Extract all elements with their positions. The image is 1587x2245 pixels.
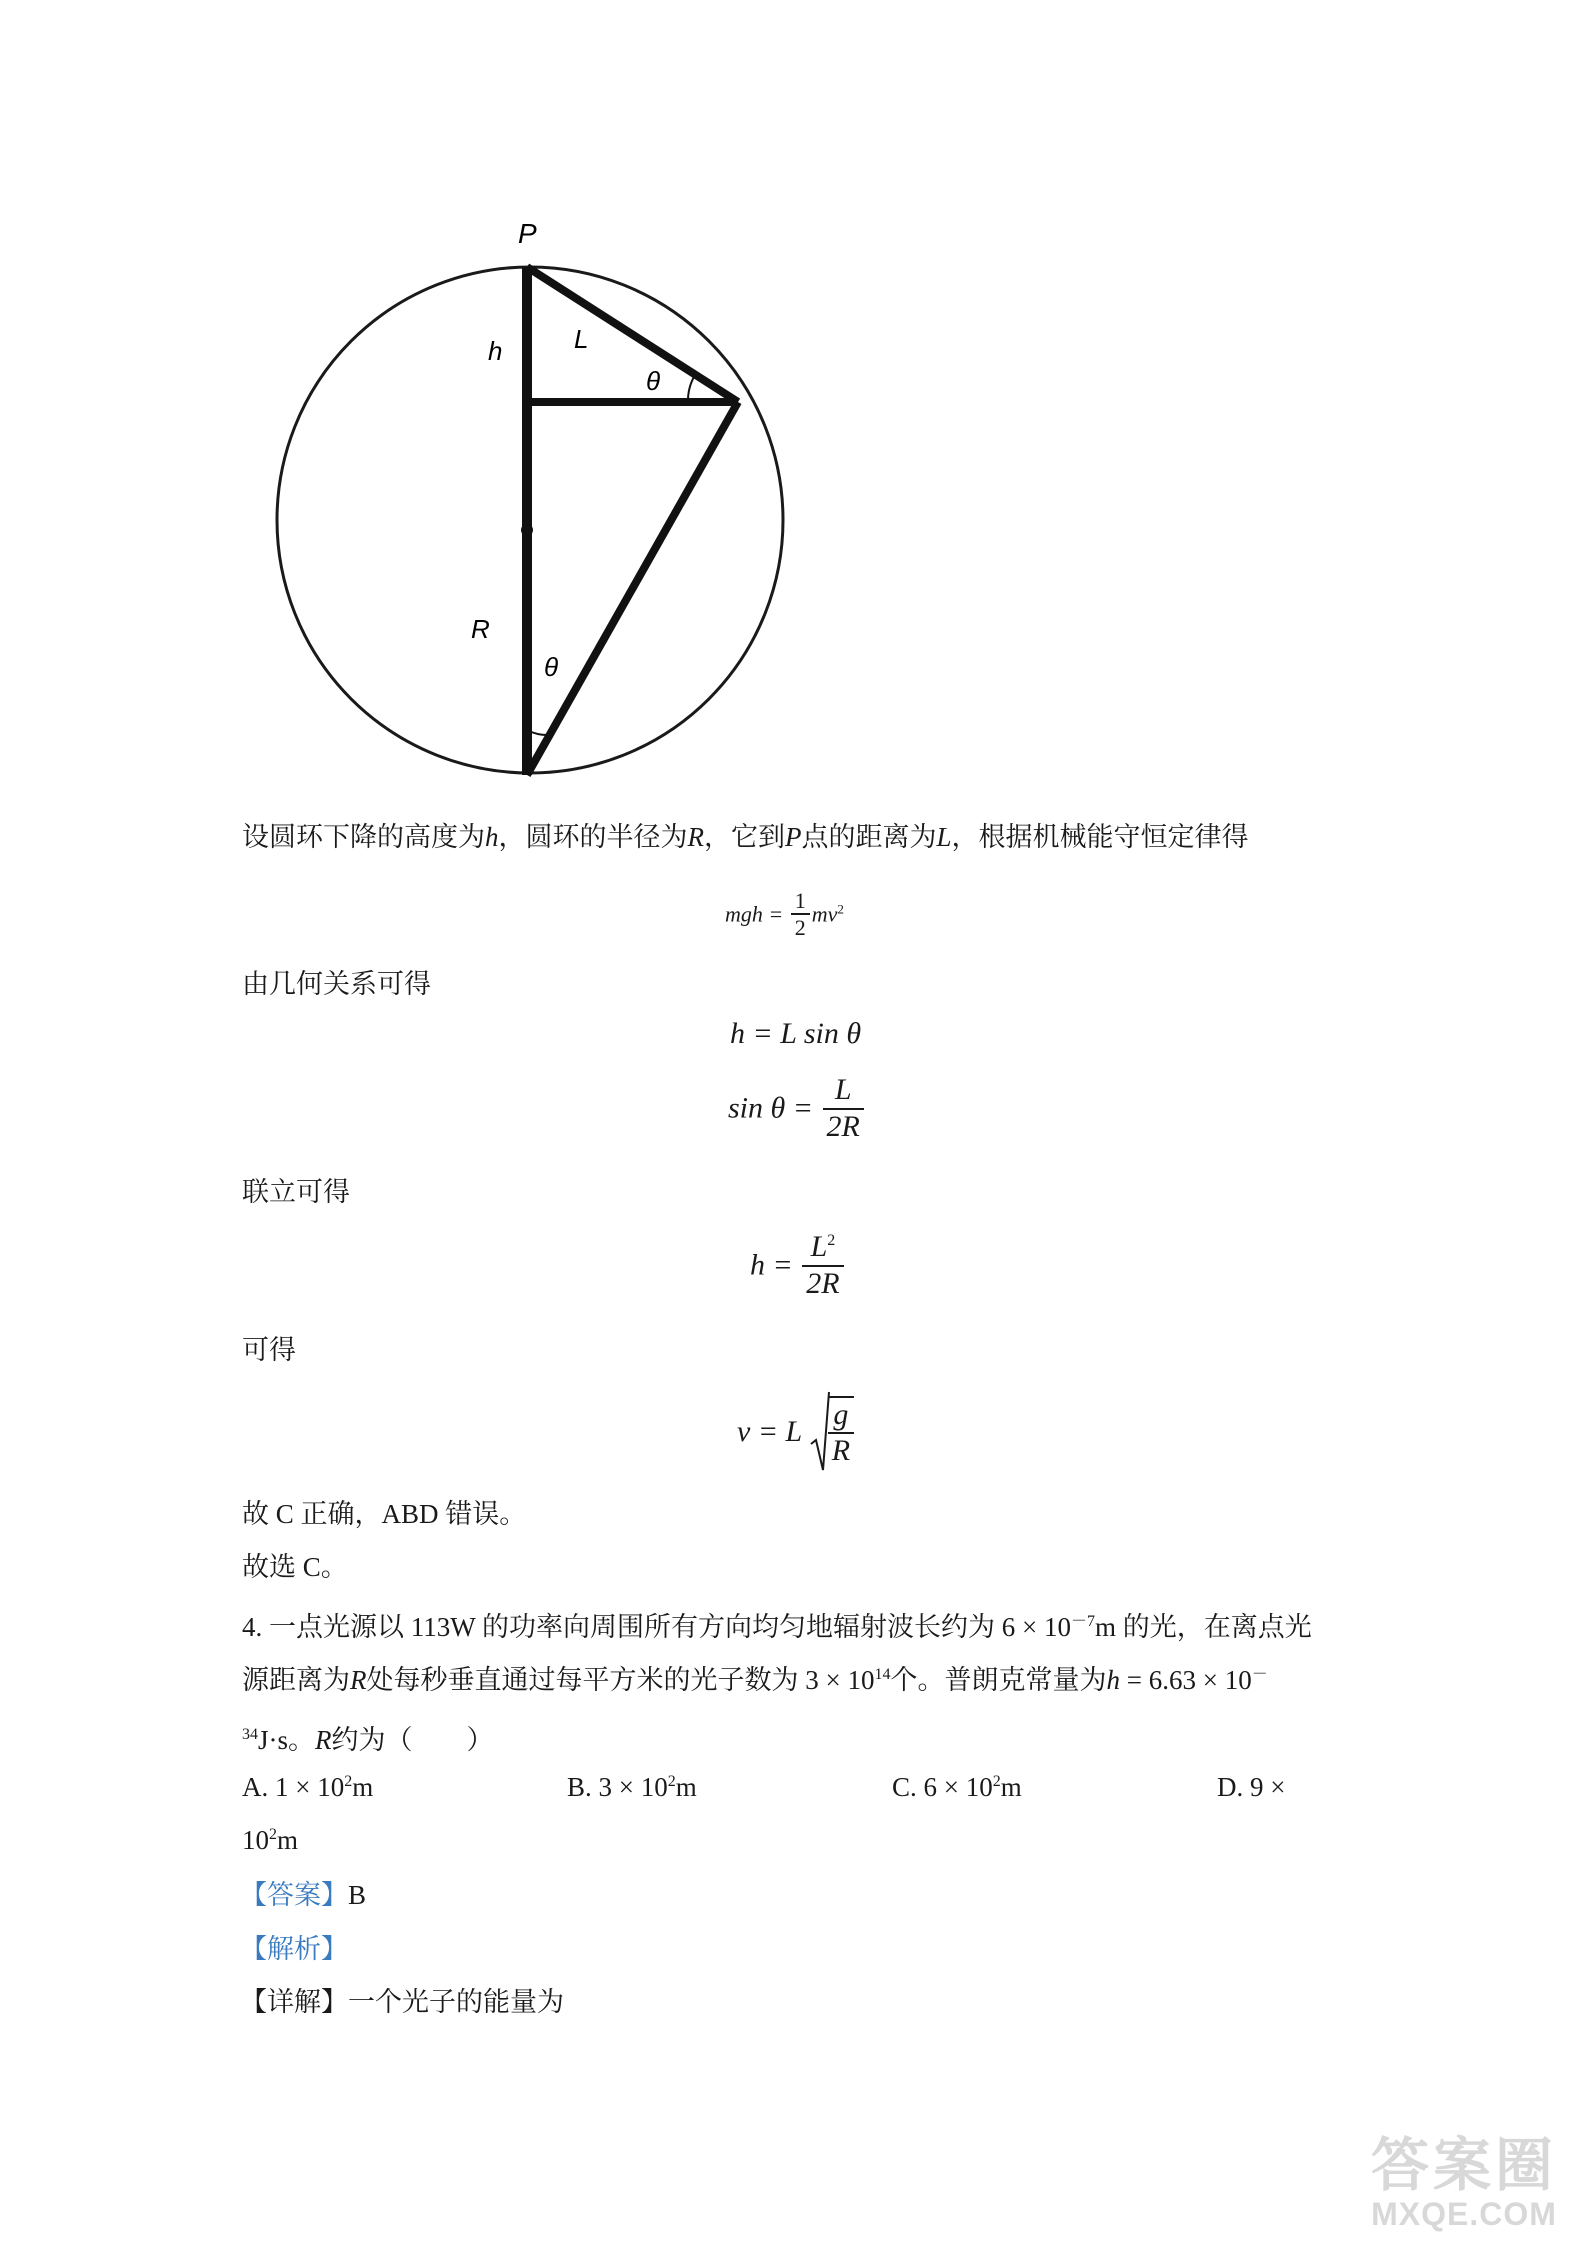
circle-geometry-figure — [0, 0, 1587, 800]
label-theta-top: θ — [646, 366, 661, 396]
option-b-sup: 2 — [667, 1773, 676, 1790]
eq3-numerator: L — [823, 1073, 864, 1110]
q4-l3-R: R — [315, 1725, 332, 1755]
option-a-text: A. 1 × 10 — [242, 1772, 345, 1802]
option-b-unit: m — [675, 1772, 697, 1802]
q4-l1-sup: －7 — [1070, 1613, 1095, 1630]
p1-text-e: ，根据机械能守恒定律得 — [951, 822, 1249, 852]
equation-h-L2 — [750, 1230, 846, 1301]
option-d-sup: 2 — [269, 1826, 277, 1843]
eq4-numerator — [802, 1230, 843, 1267]
equation-sin-theta — [728, 1073, 866, 1144]
option-d-cont: 10 — [242, 1825, 269, 1855]
q4-l2-h: h — [1106, 1665, 1120, 1695]
paragraph-choice: 故选 C。 — [242, 1552, 348, 1582]
chord-to-bottom — [527, 402, 738, 775]
option-d-unit: m — [277, 1825, 299, 1855]
eq4-sup: 2 — [827, 1232, 836, 1249]
label-theta-bottom: θ — [544, 652, 559, 682]
question4-line3 — [242, 1718, 494, 1757]
eq3-denominator: 2R — [826, 1109, 860, 1143]
option-c-sup: 2 — [992, 1773, 1001, 1790]
p1-text-a: 设圆环下降的高度为 — [242, 822, 485, 852]
center-point — [521, 524, 533, 536]
watermark-line1: 答案圈 — [1370, 2133, 1557, 2198]
option-b-text: B. 3 × 10 — [567, 1772, 668, 1802]
label-h: h — [488, 336, 503, 366]
detail-text: 一个光子的能量为 — [348, 1987, 564, 2017]
option-c — [892, 1772, 1022, 1803]
q4-l3-sup: 34 — [242, 1726, 258, 1743]
watermark-logo — [1370, 2133, 1557, 2233]
paragraph-conclusion: 故 C 正确，ABD 错误。 — [242, 1499, 527, 1529]
answer-tag: 【答案】 — [240, 1880, 348, 1910]
answer-line — [240, 1878, 366, 1912]
eq1-numerator: 1 — [791, 888, 810, 915]
option-a-sup: 2 — [344, 1773, 353, 1790]
eq5-sqrt — [810, 1390, 856, 1474]
p1-text-c: ，它到 — [704, 822, 785, 852]
option-d-text: D. 9 × — [1217, 1772, 1286, 1802]
p1-var-P: P — [785, 822, 802, 852]
eq4-left: h = — [750, 1248, 793, 1282]
detail-line — [240, 1985, 564, 2019]
q4-l2-b: 处每秒垂直通过每平方米的光子数为 3 × 10 — [366, 1665, 875, 1695]
angle-arc-top — [688, 375, 695, 402]
p1-var-h: h — [485, 822, 499, 852]
q4-l2-a: 源距离为 — [242, 1665, 350, 1695]
option-d-continued — [242, 1825, 298, 1856]
p1-text-d: 点的距离为 — [801, 822, 937, 852]
eq3-fraction — [823, 1073, 864, 1144]
eq5-numerator: g — [828, 1398, 854, 1435]
option-c-text: C. 6 × 10 — [892, 1772, 993, 1802]
q4-l2-sup: 14 — [874, 1666, 891, 1683]
q4-l3-a: J·s。 — [258, 1725, 316, 1755]
eq1-sup: 2 — [837, 901, 844, 917]
eq5-denominator: R — [831, 1434, 851, 1467]
eq1-right: mv — [811, 901, 838, 927]
eq5-left: v = L — [737, 1415, 803, 1448]
paragraph-result: 可得 — [242, 1335, 296, 1365]
eq5-fraction — [828, 1396, 854, 1469]
paragraph-geometry: 由几何关系可得 — [242, 969, 431, 999]
q4-l2-R: R — [350, 1665, 367, 1695]
label-R: R — [471, 614, 490, 644]
paragraph-setup — [242, 820, 1249, 854]
analysis-tag: 【解析】 — [240, 1934, 348, 1964]
equation-velocity — [737, 1390, 856, 1474]
question4-line2 — [242, 1658, 1268, 1697]
paragraph-combine: 联立可得 — [242, 1177, 350, 1207]
p1-var-R: R — [687, 822, 704, 852]
watermark-line2: MXQE.COM — [1371, 2196, 1557, 2232]
question4-line1 — [242, 1605, 1312, 1644]
eq1-left: mgh = — [725, 901, 784, 927]
eq4-denominator: 2R — [806, 1266, 840, 1300]
eq1-denominator: 2 — [794, 915, 806, 941]
answer-value: B — [348, 1880, 367, 1910]
sqrt-sign — [810, 1390, 830, 1474]
label-P: P — [518, 218, 537, 249]
q4-l2-d: = 6.63 × 10 — [1119, 1665, 1252, 1695]
option-a-unit: m — [352, 1772, 374, 1802]
eq1-fraction — [791, 888, 810, 941]
equation-energy — [725, 888, 844, 941]
p1-text-b: ，圆环的半径为 — [498, 822, 688, 852]
q4-l1-end: m 的光，在离点光 — [1095, 1612, 1312, 1642]
p1-var-L: L — [936, 822, 952, 852]
option-a — [242, 1772, 373, 1803]
q4-l2-sup2: － — [1251, 1666, 1268, 1683]
option-b — [567, 1772, 697, 1803]
q4-l1-text: 4. 一点光源以 113W 的功率向周围所有方向均匀地辐射波长约为 6 × 10 — [242, 1612, 1071, 1642]
eq3-left: sin θ = — [728, 1091, 813, 1125]
detail-tag: 【详解】 — [240, 1987, 348, 2017]
option-c-unit: m — [1000, 1772, 1022, 1802]
eq4-fraction — [802, 1230, 843, 1301]
q4-l3-b: 约为（ ） — [331, 1725, 494, 1755]
eq4-num-L: L — [810, 1230, 828, 1263]
q4-l2-c: 个。普朗克常量为 — [890, 1665, 1107, 1695]
equation-h-L-sin: h = L sin θ — [730, 1017, 862, 1050]
label-L: L — [574, 324, 589, 354]
option-d — [1217, 1772, 1285, 1803]
